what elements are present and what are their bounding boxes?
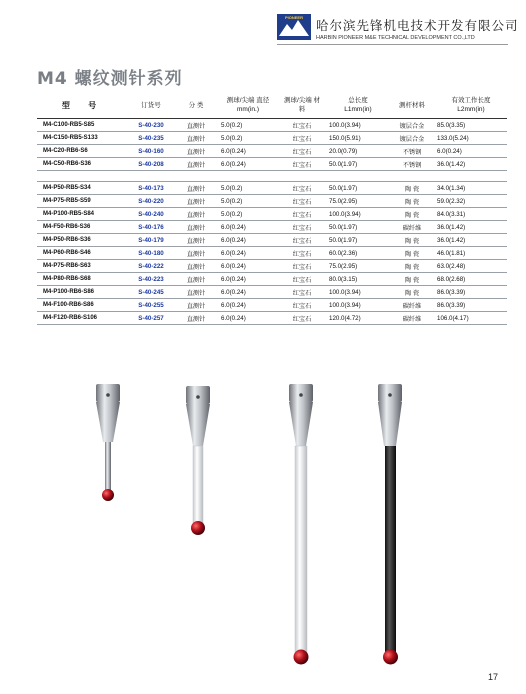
cell-model: M4-F120-RB6-S106 [37,312,129,325]
probe-illustrations [0,370,526,670]
table-spacer-row [37,171,507,182]
cell-stem-material: 镀层合金 [389,119,435,132]
cell-type: 直测针 [173,234,219,247]
cell-total-length: 50.0(1.97) [327,158,389,171]
cell-working-length: 106.0(4.17) [435,312,507,325]
table-row [37,247,507,260]
cell-ball-diameter: 6.0(0.24) [219,273,277,286]
cell-order-no: S-40-230 [129,119,173,132]
cell-total-length: 75.0(2.95) [327,195,389,208]
cell-ball-material: 红宝石 [277,158,327,171]
cell-total-length: 50.0(1.97) [327,182,389,195]
cell-working-length: 68.0(2.68) [435,273,507,286]
cell-type: 直测针 [173,208,219,221]
cell-total-length: 100.0(3.94) [327,299,389,312]
table-row [37,260,507,273]
cell-total-length: 20.0(0.79) [327,145,389,158]
table-row [37,299,507,312]
spec-table [37,92,507,325]
table-row [37,132,507,145]
cell-model: M4-P60-RB6-S46 [37,247,129,260]
cell-ball-diameter: 6.0(0.24) [219,312,277,325]
cell-working-length: 36.0(1.42) [435,221,507,234]
cell-working-length: 85.0(3.35) [435,119,507,132]
col-header-stem-material: 测杆材料 [389,92,435,119]
cell-order-no: S-40-208 [129,158,173,171]
cell-order-no: S-40-173 [129,182,173,195]
table-row [37,234,507,247]
cell-model: M4-P75-RB6-S63 [37,260,129,273]
cell-order-no: S-40-180 [129,247,173,260]
cell-stem-material: 陶 瓷 [389,260,435,273]
cell-order-no: S-40-223 [129,273,173,286]
cell-working-length: 46.0(1.81) [435,247,507,260]
cell-stem-material: 陶 瓷 [389,208,435,221]
col-header-order: 订货号 [129,92,173,119]
cell-order-no: S-40-160 [129,145,173,158]
cell-stem-material: 陶 瓷 [389,247,435,260]
table-row [37,195,507,208]
cell-model: M4-C150-RB5-S133 [37,132,129,145]
cell-model: M4-P100-RB6-S86 [37,286,129,299]
cell-ball-material: 红宝石 [277,145,327,158]
cell-ball-material: 红宝石 [277,182,327,195]
cell-model: M4-P75-RB5-S59 [37,195,129,208]
header-divider [277,44,508,45]
probe-ceramic-long [289,384,313,665]
cell-ball-diameter: 6.0(0.24) [219,299,277,312]
cell-type: 直测针 [173,132,219,145]
cell-working-length: 36.0(1.42) [435,158,507,171]
cell-model: M4-C100-RB5-S85 [37,119,129,132]
cell-total-length: 80.0(3.15) [327,273,389,286]
cell-total-length: 60.0(2.36) [327,247,389,260]
cell-type: 直测针 [173,247,219,260]
cell-order-no: S-40-179 [129,234,173,247]
cell-stem-material: 碳纤维 [389,221,435,234]
table-row [37,312,507,325]
cell-model: M4-P80-RB6-S68 [37,273,129,286]
cell-ball-material: 红宝石 [277,119,327,132]
cell-ball-material: 红宝石 [277,299,327,312]
cell-ball-diameter: 5.0(0.2) [219,132,277,145]
probe-carbon-long [378,384,402,665]
cell-total-length: 150.0(5.91) [327,132,389,145]
cell-stem-material: 陶 瓷 [389,286,435,299]
cell-ball-material: 红宝石 [277,312,327,325]
table-row [37,273,507,286]
cell-order-no: S-40-245 [129,286,173,299]
cell-model: M4-P100-RB5-S84 [37,208,129,221]
col-header-model: 型 号 [37,92,129,119]
cell-ball-diameter: 6.0(0.24) [219,221,277,234]
cell-order-no: S-40-255 [129,299,173,312]
cell-ball-diameter: 6.0(0.24) [219,286,277,299]
cell-ball-diameter: 5.0(0.2) [219,182,277,195]
cell-total-length: 75.0(2.95) [327,260,389,273]
table-row [37,286,507,299]
cell-total-length: 100.0(3.94) [327,286,389,299]
cell-model: M4-F100-RB6-S86 [37,299,129,312]
cell-total-length: 100.0(3.94) [327,119,389,132]
cell-working-length: 86.0(3.39) [435,286,507,299]
cell-working-length: 36.0(1.42) [435,234,507,247]
cell-working-length: 34.0(1.34) [435,182,507,195]
pioneer-logo [277,14,311,40]
company-name-en: HARBIN PIONEER M&E TECHNICAL DEVELOPMENT CO.,LTD [316,35,475,41]
cell-type: 直测针 [173,299,219,312]
cell-ball-diameter: 5.0(0.2) [219,119,277,132]
page-title: M4 螺纹测针系列 [37,69,183,89]
cell-stem-material: 不锈钢 [389,158,435,171]
cell-total-length: 50.0(1.97) [327,234,389,247]
cell-order-no: S-40-240 [129,208,173,221]
cell-ball-diameter: 6.0(0.24) [219,234,277,247]
cell-type: 直测针 [173,195,219,208]
cell-working-length: 84.0(3.31) [435,208,507,221]
cell-ball-material: 红宝石 [277,260,327,273]
table-row [37,182,507,195]
cell-total-length: 50.0(1.97) [327,221,389,234]
table-row [37,145,507,158]
cell-stem-material: 陶 瓷 [389,273,435,286]
cell-order-no: S-40-220 [129,195,173,208]
table-row [37,158,507,171]
company-name-cn: 哈尔滨先锋机电技术开发有限公司 [316,18,519,33]
cell-ball-material: 红宝石 [277,208,327,221]
cell-working-length: 59.0(2.32) [435,195,507,208]
cell-type: 直测针 [173,312,219,325]
cell-type: 直测针 [173,182,219,195]
cell-total-length: 120.0(4.72) [327,312,389,325]
cell-ball-material: 红宝石 [277,221,327,234]
cell-total-length: 100.0(3.94) [327,208,389,221]
table-row [37,119,507,132]
cell-ball-diameter: 5.0(0.2) [219,208,277,221]
cell-type: 直测针 [173,221,219,234]
cell-ball-diameter: 6.0(0.24) [219,145,277,158]
cell-stem-material: 陶 瓷 [389,182,435,195]
cell-type: 直测针 [173,145,219,158]
cell-ball-material: 红宝石 [277,286,327,299]
cell-type: 直测针 [173,273,219,286]
cell-order-no: S-40-235 [129,132,173,145]
cell-type: 直测针 [173,286,219,299]
cell-ball-diameter: 6.0(0.24) [219,260,277,273]
col-header-length: 总长度 L1mm(in) [327,92,389,119]
cell-type: 直测针 [173,260,219,273]
probe-ceramic-medium [186,386,210,535]
cell-model: M4-P50-RB6-S36 [37,234,129,247]
cell-stem-material: 镀层合金 [389,132,435,145]
cell-working-length: 86.0(3.39) [435,299,507,312]
cell-ball-material: 红宝石 [277,195,327,208]
cell-order-no: S-40-222 [129,260,173,273]
cell-type: 直测针 [173,158,219,171]
table-row [37,208,507,221]
col-header-type: 分 类 [173,92,219,119]
page-number: 17 [487,672,498,682]
cell-order-no: S-40-257 [129,312,173,325]
cell-order-no: S-40-176 [129,221,173,234]
cell-model: M4-C50-RB6-S36 [37,158,129,171]
col-header-ball-dia: 测球/尖端 直径mm(in.) [219,92,277,119]
cell-working-length: 6.0(0.24) [435,145,507,158]
cell-model: M4-C20-RB6-S6 [37,145,129,158]
cell-ball-material: 红宝石 [277,247,327,260]
logo-text: PIONEER [284,15,304,20]
cell-ball-diameter: 6.0(0.24) [219,247,277,260]
cell-stem-material: 碳纤维 [389,312,435,325]
cell-ball-material: 红宝石 [277,273,327,286]
cell-model: M4-F50-RB6-S36 [37,221,129,234]
cell-stem-material: 陶 瓷 [389,195,435,208]
cell-working-length: 63.0(2.48) [435,260,507,273]
cell-working-length: 133.0(5.24) [435,132,507,145]
cell-model: M4-P50-RB5-S34 [37,182,129,195]
cell-stem-material: 陶 瓷 [389,234,435,247]
cell-ball-diameter: 6.0(0.24) [219,158,277,171]
col-header-ball-material: 测球/尖端 材料 [277,92,327,119]
cell-ball-diameter: 5.0(0.2) [219,195,277,208]
cell-stem-material: 不锈钢 [389,145,435,158]
table-row [37,221,507,234]
cell-type: 直测针 [173,119,219,132]
cell-stem-material: 碳纤维 [389,299,435,312]
table-header-row [37,92,507,119]
cell-ball-material: 红宝石 [277,132,327,145]
cell-ball-material: 红宝石 [277,234,327,247]
col-header-working-length: 有效工作长度 L2mm(in) [435,92,507,119]
probe-steel-short [96,384,120,501]
